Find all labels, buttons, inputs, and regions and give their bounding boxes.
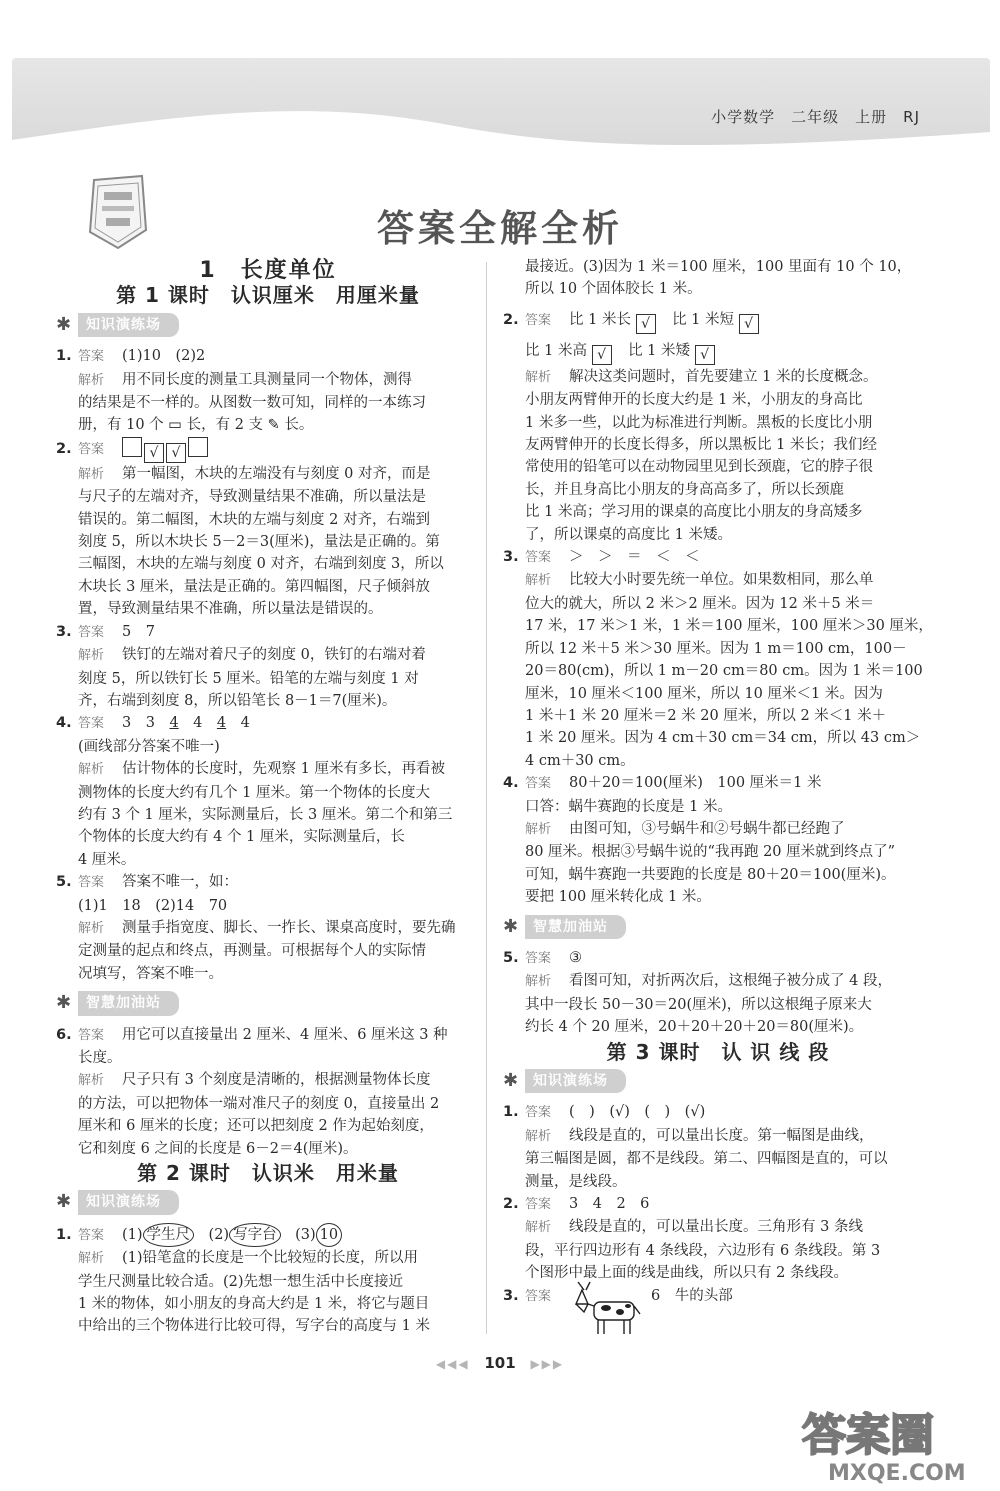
question-item: 2. 答案 √ √ 解析 第一幅图，木块的左端没有与刻度 0 对齐，而是 与尺子的左端对齐，导致测量结果不准确，所以量法是 错误的。第二幅图，木块的左端与刻度 2 对齐，右端到 刻度 5，所以木块长 5－2＝3(厘米)，量法是正确的。第 三幅图，木块的左端与刻度 0 对齐，右端到刻度 3，所以 木块长 3 厘米，量法是正确的。第四幅图，尺子倾斜放 置，导致测量结果不准确，所以量法是错误的。 [56,437,480,621]
watermark-logo [798,1400,988,1484]
section-tag: ✱ 智慧加油站 [56,991,480,1015]
star-icon: ✱ [56,313,72,335]
cow-line-drawing [572,1278,642,1338]
question-item: 1. 答案 ( ) (√) ( ) (√) 解析 线段是直的，可以量出长度。第一幅图是曲线， 第三幅图是圆，都不是线段。第二、四幅图是直的，可以 测量，是线段。 [503,1104,888,1190]
question-item: 6. 答案 用它可以直接量出 2 厘米、4 厘米、6 厘米这 3 种 长度。 解析 尺子只有 3 个刻度是清晰的，根据测量物体长度 的方法，可以把物体一端对准尺子的刻度 0，直接量出 2 厘米和 6 厘米的长度；还可以把刻度 2 作为起始刻度， 它和刻度 6 之间的长度是 6－2＝4(厘米)。 [56,1026,448,1157]
question-item: 3. 答案 5 7 解析 铁钉的左端对着尺子的刻度 0，铁钉的右端对着 刻度 5，所以铁钉长 5 厘米。铅笔的左端与刻度 1 对 齐，右端到刻度 8，所以铅笔长 8－1＝7(厘米)。 [56,623,426,709]
answer-box: √ [636,314,656,334]
question-item: 3. 答案 6 牛的头部 [503,1287,733,1304]
star-icon: ✱ [503,915,519,937]
question-item: 1. 答案 (1) 学生尺 (2) 写字台 (3) 10 解析 (1)铅笔盒的长度是一个比较短的长度，所以用 学生尺测量比较合适。(2)先想一想生活中长度接近 1 米的物体，如小朋友的身高大约是 1 米，将它与题目 中给出的三个物体进行比较可得，写字台的高度与 1 米 [56,1223,480,1338]
column-divider [486,262,487,1334]
question-item: 2. 答案 比 1 米长 √ 比 1 米短 √ 比 1 米高 √ 比 1 米矮 √ 解析 解决这类问题时，首先要建立 1 米的长度概念。 小朋友两臂伸开的长度大约是 1 米，小朋友的身高比 1 米多一些，以此为标准进行判断。黑板的长度比小朋 友两臂伸开的长度长得多，所以黑板比 1 米长；我们经 常使用的铅笔可以在动物园里见到长颈鹿，它的脖子很 长，并且身高比小朋友的身高高多了，所以长颈鹿 比 1 米高；学习用的课桌的高度比小朋友的身高矮多 了，所以课桌的高度比 1 米矮。 [503,311,878,543]
star-icon: ✱ [56,992,72,1014]
answer-box: √ [166,443,186,463]
svg-text:答案圈: 答案圈 [802,1410,934,1461]
lesson-title: 第 1 课时 认识厘米 用厘米量 [116,283,420,308]
question-item: 2. 答案 3 4 2 6 解析 线段是直的，可以量出长度。三角形有 3 条线 段，平行四边形有 4 条线段，六边形有 6 条线段。第 3 个图形中最上面的线是曲线，所以只有 2 条线段。 [503,1196,881,1282]
answer-box: √ [144,443,164,463]
section-tag: ✱ 知识演练场 [503,1069,933,1093]
svg-text:MXQE.COM: MXQE.COM [828,1461,966,1484]
answer-box [188,437,208,457]
answer-box: √ [592,345,612,365]
page-number: ◀◀◀ 101 ▶▶▶ [435,1354,565,1372]
star-icon: ✱ [56,1191,72,1213]
question-item: 5. 答案 ③ 解析 看图可知，对折两次后，这根绳子被分成了 4 段， 其中一段长 50－30＝20(厘米)，所以这根绳子原来大 约长 4 个 20 厘米，20＋20＋20＋20＝80(厘米)。 [503,949,892,1036]
section-tag: ✱ 知识演练场 [56,313,480,337]
answer-box [122,437,142,457]
question-item: 5. 答案 答案不唯一，如： (1)1 18 (2)14 70 解析 测量手指宽度、脚长、一拃长、课桌高度时，要先确 定测量的起点和终点，再测量。可根据每个人的实际情 况填写，答案不唯一。 [56,874,456,982]
prev-arrows-icon: ◀◀◀ [435,1357,470,1371]
question-item: 1. 答案 (1)10 (2)2 解析 用不同长度的测量工具测量同一个物体，测得 的结果是不一样的。从图数一数可知，同样的一本练习 册，有 10 个 ▭ 长，有 2 支 ✎ 长。 [56,348,426,434]
right-column: 最接近。(3)因为 1 米＝100 厘米，100 里面有 10 个 10， 所以 10 个固体胶长 1 米。 2. 答案 比 1 米长 √ 比 1 米短 √ 比 1 米高 √ 比 1 米矮 √ 解析 解决这类问题时，首先要建立 1 米的长度概念。 小朋友两臂伸开的长度大约是 1 米，小朋友的身高比 1 米多一些，以此为标准进行判断。黑板的长度比小朋 友两臂伸开的长度长得多，所以黑板比 1 米长；我们经 常使用的铅笔可以在动物园里见到长颈鹿，它的脖子很 长，并且身高比小朋友的身高高多了，所以长颈鹿 比 1 米高；学习用的课桌的高度比小朋友的身高矮多 了，所以课桌的高度比 1 米矮。 3. 答案 ＞ ＞ ＝ ＜ ＜ 解析 比较大小时要先统一单位。如果数相同，那么单 位大的就大，所以 2 米＞2 厘米。因为 12 米＋5 米＝ 17 米，17 米＞1 米，1 米＝100 厘米，100 厘米＞30 厘米， 所以 12 米＋5 米＞30 厘米。因为 1 m＝100 cm，100－ 20＝80(cm)，所以 1 m－20 cm＝80 cm。因为 1 米＝100 厘米，10 厘米＜100 厘米，所以 10 厘米＜1 米。因为 1 米＋1 米 20 厘米＝2 米 20 厘米，所以 2 米＜1 米＋ 1 米 20 厘米。因为 4 cm＋30 cm＝34 cm，所以 43 cm＞ 4 cm＋30 cm。 4. 答案 80＋20＝100(厘米) 100 厘米＝1 米 口答：蜗牛赛跑的长度是 1 米。 解析 由图可知，③号蜗牛和②号蜗牛都已经跑了 80 厘米。根据③号蜗牛说的“我再跑 20 厘米就到终点了” 可知，蜗牛赛跑一共要跑的长度是 80＋20＝100(厘米)。 要把 100 厘米转化成 1 米。 ✱ 智慧加油站 5. 答案 ③ 解析 看图可知，对折两次后，这根绳子被分成了 4 段， 其中一段长 50－30＝20(厘米)，所以这根绳子原来大 约长 4 个 20 厘米，20＋20＋20＋20＝80(厘米)。 第 3 课时 认 识 线 段 ✱ 知识演练场 1. 答案 ( ) (√) ( ) (√) 解析 线段是直的，可以量出长度。第一幅图是曲线， 第三幅图是圆，都不是线段。第二、四幅图是直的，可以 测量，是线段。 2. 答案 3 4 2 6 解析 线段是直的，可以量出长度。三角形有 3 条线 段，平行四边形有 4 条线段，六边形有 6 条线段。第 3 个图形中最上面的线是曲线，所以只有 2 条线段。 3. 答案 6 牛的头部 [503,256,933,1308]
page-title: 答案全解全析 [377,207,623,250]
question-item: 4. 答案 3 3 4 4 4 4 (画线部分答案不唯一) 解析 估计物体的长度时，先观察 1 厘米有多长，再看被 测物体的长度大约有几个 1 厘米。第一个物体的长度大 约有 3 个 1 厘米，实际测量后，长 3 厘米。第二个和第三 个物体的长度大约有 4 个 1 厘米，实际测量后，长 4 厘米。 [56,715,453,868]
section-tag: ✱ 智慧加油站 [503,915,933,939]
header-breadcrumb: 小学数学 二年级 上册 RJ [711,108,920,126]
unit-title: 1 长度单位 [199,258,337,283]
next-arrows-icon: ▶▶▶ [530,1357,565,1371]
answer-box: √ [695,345,715,365]
section-tag: ✱ 知识演练场 [56,1190,480,1214]
answer-box: √ [739,314,759,334]
question-item: 4. 答案 80＋20＝100(厘米) 100 厘米＝1 米 口答：蜗牛赛跑的长度是 1 米。 解析 由图可知，③号蜗牛和②号蜗牛都已经跑了 80 厘米。根据③号蜗牛说的“我再跑 20 厘米就到终点了” 可知，蜗牛赛跑一共要跑的长度是 80＋20＝100(厘米)。 要把 100 厘米转化成 1 米。 [503,775,896,906]
lesson-title: 第 2 课时 认识米 用米量 [137,1161,399,1186]
left-column [56,256,480,1338]
question-item: 3. 答案 ＞ ＞ ＝ ＜ ＜ 解析 比较大小时要先统一单位。如果数相同，那么单 位大的就大，所以 2 米＞2 厘米。因为 12 米＋5 米＝ 17 米，17 米＞1 米，1 米＝100 厘米，100 厘米＞30 厘米， 所以 12 米＋5 米＞30 厘米。因为 1 m＝100 cm，100－ 20＝80(cm)，所以 1 m－20 cm＝80 cm。因为 1 米＝100 厘米，10 厘米＜100 厘米，所以 10 厘米＜1 米。因为 1 米＋1 米 20 厘米＝2 米 20 厘米，所以 2 米＜1 米＋ 1 米 20 厘米。因为 4 cm＋30 cm＝34 cm，所以 43 cm＞ 4 cm＋30 cm。 [503,549,933,769]
star-icon: ✱ [503,1070,519,1091]
lesson-title: 第 3 课时 认 识 线 段 [606,1039,830,1064]
